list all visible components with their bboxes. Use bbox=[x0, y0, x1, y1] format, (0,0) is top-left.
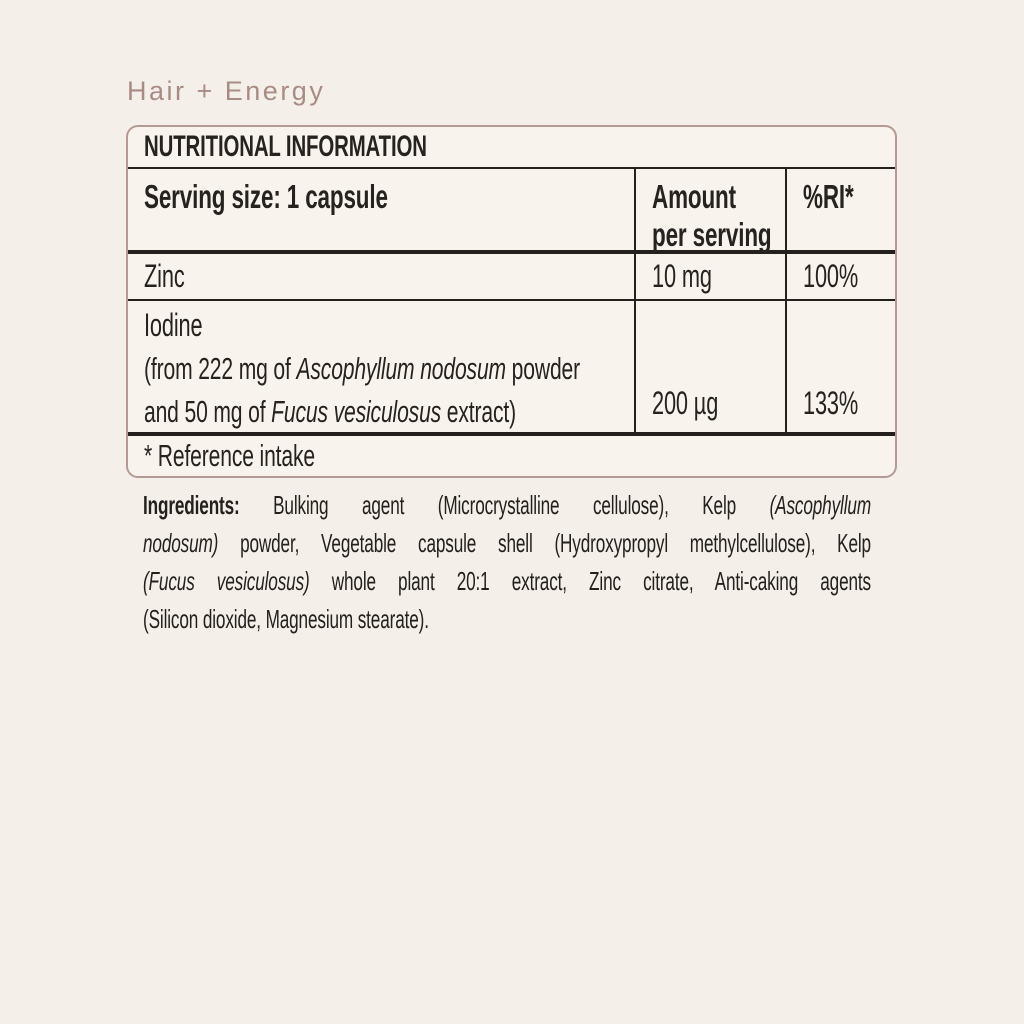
serving-size-label: Serving size: 1 capsule bbox=[144, 178, 388, 215]
ingredients-line-2: nodosum) powder, Vegetable capsule shell (Hydroxypropyl methylcellulose), Kelp bbox=[143, 528, 871, 558]
iodine-ri-cell bbox=[785, 301, 895, 432]
zinc-name: Zinc bbox=[144, 258, 185, 294]
product-title: Hair + Energy bbox=[127, 76, 326, 106]
table-title: NUTRITIONAL INFORMATION bbox=[144, 130, 427, 163]
ingredients-paragraph bbox=[143, 486, 871, 638]
iodine-name-cell bbox=[128, 301, 634, 432]
zinc-ri: 100% bbox=[803, 258, 859, 294]
table-header-row bbox=[128, 169, 895, 254]
table-row-iodine bbox=[128, 301, 895, 436]
header-cell-ri bbox=[785, 169, 895, 250]
ingredients-line-4: (Silicon dioxide, Magnesium stearate). bbox=[143, 604, 429, 634]
zinc-amount: 10 mg bbox=[652, 258, 712, 294]
iodine-ri: 133% bbox=[803, 385, 859, 421]
ingredients-label: Ingredients: bbox=[143, 490, 240, 520]
iodine-amount: 200 µg bbox=[652, 385, 719, 421]
amount-header-line1: Amount bbox=[652, 178, 736, 215]
header-cell-serving-size bbox=[128, 169, 634, 250]
ri-header-label: %RI* bbox=[803, 178, 854, 215]
header-cell-amount bbox=[634, 169, 785, 253]
zinc-ri-cell bbox=[785, 254, 895, 299]
iodine-detail-line1: (from 222 mg of Ascophyllum nodosum powder bbox=[144, 351, 581, 386]
iodine-name: Iodine bbox=[144, 307, 203, 343]
nutrition-information-table bbox=[126, 125, 897, 478]
table-title-row bbox=[128, 127, 895, 169]
zinc-amount-cell bbox=[634, 254, 785, 299]
reference-intake-footnote: * Reference intake bbox=[144, 438, 315, 473]
ingredients-line-1: Ingredients: Bulking agent (Microcrystalline cellulose), Kelp (Ascophyllum bbox=[143, 490, 871, 520]
table-row-zinc bbox=[128, 254, 895, 301]
zinc-name-cell bbox=[128, 254, 634, 299]
iodine-amount-cell bbox=[634, 301, 785, 432]
ingredients-line-3: (Fucus vesiculosus) whole plant 20:1 extract, Zinc citrate, Anti-caking agents bbox=[143, 566, 871, 596]
table-footnote-row bbox=[128, 436, 895, 476]
iodine-detail-line2: and 50 mg of Fucus vesiculosus extract) bbox=[144, 394, 516, 429]
amount-header-line2: per serving bbox=[652, 216, 772, 253]
